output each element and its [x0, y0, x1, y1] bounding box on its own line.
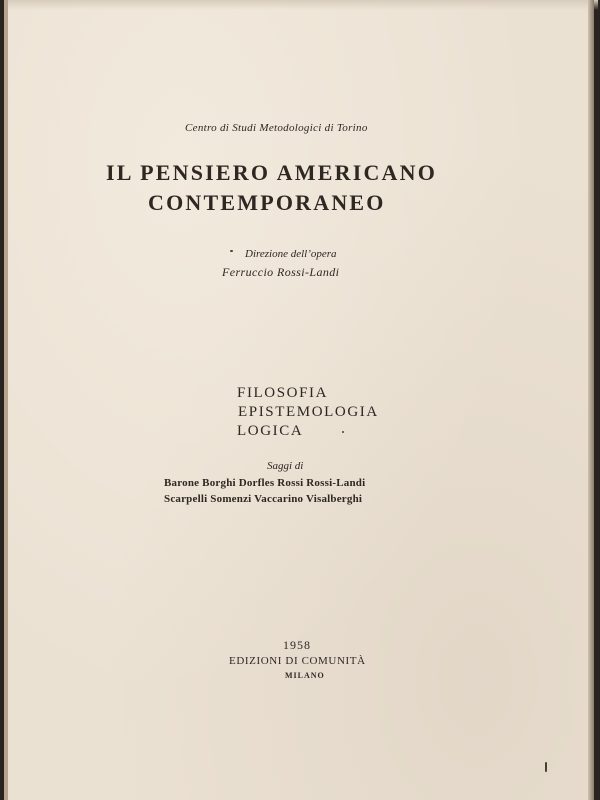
title-line-2: CONTEMPORANEO — [148, 190, 386, 215]
authors-line-2: Scarpelli Somenzi Vaccarino Visalberghi — [164, 493, 363, 505]
page-top-edge — [8, 0, 598, 10]
subject-logic: LOGICA — [237, 423, 304, 439]
page-left-edge — [4, 0, 8, 800]
subject-epistemology: EPISTEMOLOGIA — [238, 404, 379, 420]
publisher-name: EDIZIONI DI COMUNITÀ — [229, 655, 366, 667]
direction-label: Direzione dell’opera — [245, 248, 337, 260]
director-name: Ferruccio Rossi-Landi — [222, 265, 340, 279]
paper-speck — [545, 762, 547, 772]
paper-speck — [230, 250, 233, 252]
essays-label: Saggi di — [267, 460, 304, 472]
title-line-1: IL PENSIERO AMERICANO — [106, 160, 438, 185]
authors-line-1: Barone Borghi Dorfles Rossi Rossi-Landi — [164, 477, 366, 489]
paper-speck — [342, 431, 344, 433]
publication-city: MILANO — [285, 671, 325, 680]
subject-philosophy: FILOSOFIA — [237, 385, 329, 401]
publication-year: 1958 — [283, 638, 311, 652]
institution-line: Centro di Studi Metodologici di Torino — [185, 122, 368, 134]
